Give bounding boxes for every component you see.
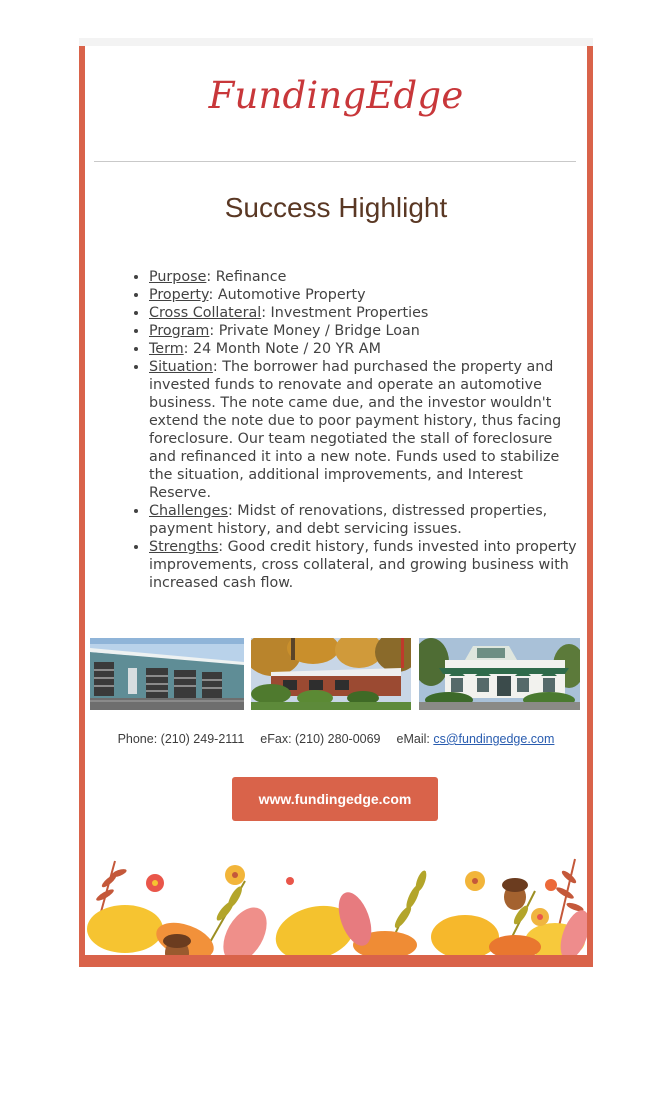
email-label: eMail: <box>396 732 434 746</box>
list-item-key: Program <box>149 323 210 339</box>
property-photos <box>90 638 580 710</box>
efax-text: eFax: (210) 280-0069 <box>260 732 381 746</box>
phone-text: Phone: (210) 249-2111 <box>117 732 245 746</box>
list-item-challenges <box>149 502 579 538</box>
list-item-value: : Private Money / Bridge Loan <box>209 323 420 339</box>
email-card <box>79 46 593 967</box>
funding-edge-logo: FundingEdge <box>208 74 464 117</box>
contact-line <box>85 732 587 746</box>
list-item-key: Property <box>149 287 209 303</box>
autumn-leaves-decoration <box>85 851 587 955</box>
list-item-key: Strengths <box>149 539 219 555</box>
list-item-key: Purpose <box>149 269 207 285</box>
list-item-key: Situation <box>149 359 213 375</box>
list-item-cross-collateral <box>149 304 579 322</box>
list-item-value: : Automotive Property <box>208 287 366 303</box>
top-strip <box>79 38 593 46</box>
list-item-value: : Investment Properties <box>261 305 429 321</box>
page-title: Success Highlight <box>224 192 448 223</box>
website-button[interactable]: www.fundingedge.com <box>232 777 438 821</box>
list-item-key: Cross Collateral <box>149 305 262 321</box>
detail-list <box>131 268 579 592</box>
brick-office-building-photo <box>251 638 411 710</box>
list-item-property <box>149 286 579 304</box>
list-item-value: : The borrower had purchased the property and invested funds to renovate and operate an automotive business. The note came due, and the investor wouldn't extend the note due to poor payment history, thus facing foreclosure. Our team negotiated the stall of foreclosure and refinanced it into a new note. Funds used to stabilize the situation, additional improvements, and Interest Reserve. <box>149 359 562 501</box>
list-item-term <box>149 340 579 358</box>
list-item-value: : 24 Month Note / 20 YR AM <box>183 341 381 357</box>
list-item-key: Term <box>149 341 184 357</box>
automotive-garage-photo <box>90 638 244 710</box>
list-item-situation <box>149 358 579 502</box>
list-item-purpose <box>149 268 579 286</box>
list-item-key: Challenges <box>149 503 228 519</box>
email-link[interactable]: cs@fundingedge.com <box>433 732 555 746</box>
list-item-value: : Refinance <box>206 269 287 285</box>
list-item-program <box>149 322 579 340</box>
white-commercial-building-photo <box>419 638 580 710</box>
header-divider <box>94 161 576 162</box>
list-item-value: : Good credit history, funds invested into property improvements, cross collateral, and growing business with increased cash flow. <box>149 539 577 591</box>
list-item-strengths <box>149 538 579 592</box>
list-item-value: : Midst of renovations, distressed properties, payment history, and debt servicing issues. <box>149 503 548 537</box>
